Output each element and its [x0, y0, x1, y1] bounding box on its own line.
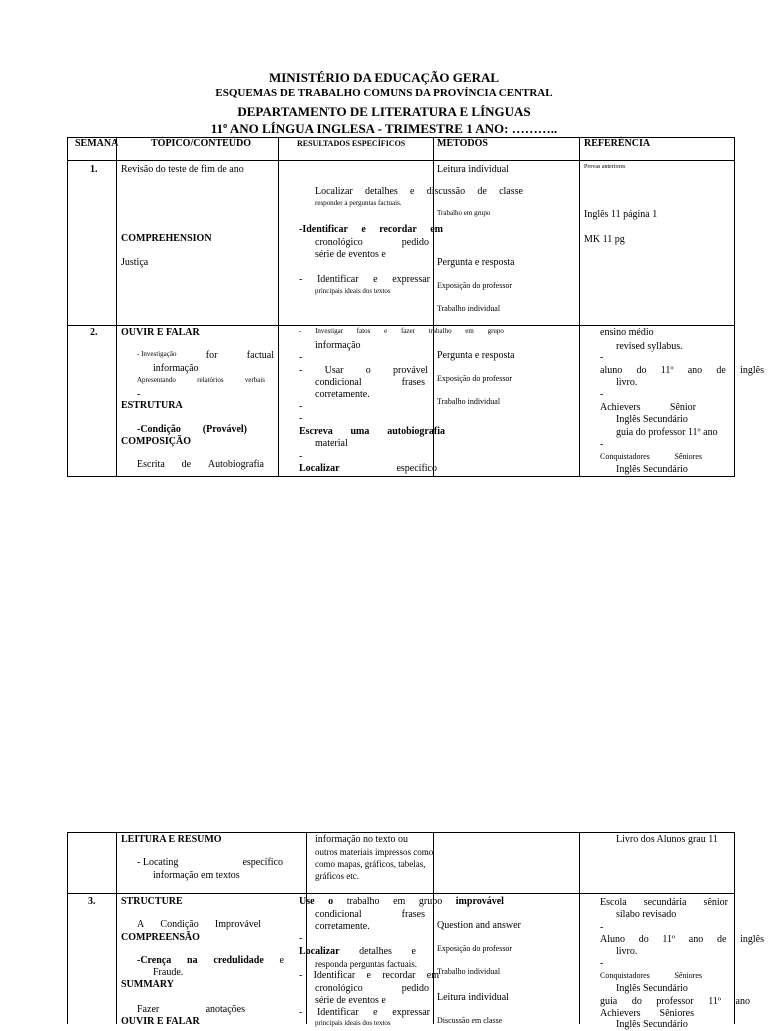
outcome-line: Localizar detalhes e discussão de classe — [315, 186, 523, 197]
reference-item: Conquistadores Sêniores — [600, 971, 702, 980]
topic-heading: ESTRUTURA — [121, 400, 183, 411]
topic-line: informação em textos — [153, 870, 240, 881]
outcome-line: responder a perguntas factuais. — [315, 199, 402, 207]
outcome-line: cronológico pedido — [315, 237, 429, 248]
topic-line: Escrita de Autobiografia — [137, 459, 264, 470]
reference-item: Inglês Secundário — [616, 464, 688, 475]
topic-text: Justiça — [121, 257, 149, 268]
outcome-line: corretamente. — [315, 389, 370, 400]
reference-item: - — [600, 439, 604, 450]
column-header-outcomes: RESULTADOS ESPECÍFICOS — [297, 139, 406, 148]
outcome-line: - — [299, 933, 303, 944]
topic-heading: SUMMARY — [121, 979, 174, 990]
outcome-line: série de eventos e — [315, 995, 386, 1006]
reference-item: MK 11 pg — [584, 234, 625, 245]
outcome-line: - — [299, 413, 303, 424]
method-item: Trabalho individual — [437, 397, 501, 406]
ministry-title: MINISTÉRIO DA EDUCAÇÃO GERAL — [268, 70, 500, 85]
topic-line: informação — [153, 363, 199, 374]
topic-line: -Condição (Provável) — [137, 424, 247, 435]
topic-line: Apresentando relatórios verbais — [137, 376, 265, 384]
week-number: 1. — [90, 164, 98, 175]
outcome-line: Escreva uma autobiografia — [299, 426, 445, 437]
topic-heading: LEITURA E RESUMO — [121, 834, 222, 845]
topic-heading: COMPOSIÇÃO — [121, 436, 191, 447]
method-item: Pergunta e resposta — [437, 350, 515, 361]
outcome-line: cronológico pedido — [315, 983, 429, 994]
outcome-line: Use o trabalho em grupo improvável — [299, 896, 504, 907]
reference-item: aluno do 11º ano de inglês — [600, 365, 764, 376]
topic-line: -Crença na credulidade e — [137, 955, 284, 966]
reference-item: sílabo revisado — [616, 909, 677, 920]
column-header-reference: REFERÊNCIA — [584, 138, 651, 149]
topic-line: A Condição Improvável — [137, 919, 261, 930]
outcome-line: - — [299, 451, 303, 462]
outcome-line: - — [299, 401, 303, 412]
topic-line: - — [137, 389, 141, 400]
method-item: Leitura individual — [437, 164, 509, 175]
reference-item: Conquistadores Sêniores — [600, 452, 702, 461]
department-title: DEPARTAMENTO DE LITERATURA E LÍNGUAS — [237, 104, 531, 119]
outcome-line: Localizar específico — [299, 463, 437, 474]
outcome-line: -Identificar e recordar em — [299, 224, 443, 235]
outcome-line: material — [315, 438, 348, 449]
outcome-line: condicional frases — [315, 909, 425, 920]
week-number: 2. — [90, 327, 98, 338]
reference-item: Provas anteriores — [584, 164, 626, 170]
outcome-line: informação no texto ou — [315, 834, 409, 845]
topic-line: Fraude. — [153, 967, 184, 978]
method-item: Discussão em classe — [437, 1016, 503, 1025]
topic-heading: COMPREHENSION — [121, 233, 212, 244]
outcome-line: - Identificar e expressar — [299, 274, 430, 285]
reference-item: Escola secundária sênior — [600, 897, 728, 908]
outcome-line: informação — [315, 340, 361, 351]
reference-item: guia do professor 11º ano — [616, 427, 718, 438]
topic-heading: COMPREENSÃO — [121, 932, 200, 943]
outcome-line: como mapas, gráficos, tabelas, — [315, 859, 426, 869]
method-item: Pergunta e resposta — [437, 257, 515, 268]
reference-item: Inglês Secundário — [616, 983, 688, 994]
method-item: Exposição do professor — [437, 374, 513, 383]
outcome-line: - Investigar fatos e fazer trabalho em grupo — [299, 327, 504, 335]
reference-item: ensino médio — [600, 327, 654, 338]
column-header-methods: MÉTODOS — [437, 138, 488, 149]
reference-item: Inglês Secundário — [616, 414, 688, 425]
topic-heading: STRUCTURE — [121, 896, 183, 907]
reference-item: Inglês Secundário — [616, 1019, 688, 1030]
reference-item: revised syllabus. — [616, 341, 683, 352]
outcome-line: Localizar detalhes e — [299, 946, 416, 957]
outcome-line: outros materiais impressos como — [315, 847, 434, 857]
outcome-line: série de eventos e — [315, 249, 386, 260]
method-item: Trabalho individual — [437, 304, 501, 313]
reference-item: Inglês 11 página 1 — [584, 209, 658, 220]
reference-item: - — [600, 958, 604, 969]
reference-item: Aluno do 11º ano de inglês — [600, 934, 764, 945]
method-item: Trabalho em grupo — [437, 209, 491, 217]
reference-item: livro. — [616, 946, 638, 957]
column-header-topic: TÓPICO/CONTEÚDO — [151, 138, 252, 149]
outcome-line: responda perguntas factuais. — [315, 959, 418, 969]
outcome-line: - — [299, 352, 303, 363]
grade-term-title: 11º ANO LÍNGUA INGLESA - TRIMESTRE 1 ANO: ……….. — [210, 121, 558, 136]
method-item: Leitura individual — [437, 992, 509, 1003]
outcome-line: principais ideais dos textos — [315, 1019, 391, 1027]
reference-item: - — [600, 352, 604, 363]
topic-line: - Investigação for factual — [137, 350, 274, 361]
outcome-line: corretamente. — [315, 921, 370, 932]
topic-line: - Locating específico — [137, 857, 283, 868]
method-item: Exposição do professor — [437, 281, 513, 290]
outcome-line: principais ideais dos textos — [315, 287, 391, 295]
reference-item: - — [600, 389, 604, 400]
reference-item: guia do professor 11º ano — [600, 996, 750, 1007]
outcome-line: - Identificar e expressar — [299, 1007, 430, 1018]
outcome-line: gráficos etc. — [315, 871, 359, 881]
outcome-line: - Identificar e recordar em — [299, 970, 439, 981]
week-number: 3. — [88, 896, 96, 907]
reference-item: Achievers Sêniores — [600, 1008, 694, 1019]
topic-heading: OUVIR E FALAR — [121, 327, 200, 338]
reference-item: Achievers Sênior — [600, 402, 696, 413]
method-item: Exposição do professor — [437, 944, 513, 953]
reference-item: - — [600, 922, 604, 933]
scheme-title: ESQUEMAS DE TRABALHO COMUNS DA PROVÍNCIA CENTRAL — [215, 87, 553, 99]
topic-text: Revisão do teste de fim de ano — [121, 164, 244, 175]
outcome-line: condicional frases — [315, 377, 425, 388]
reference-item: livro. — [616, 377, 638, 388]
topic-line: Fazer anotações — [137, 1004, 245, 1015]
outcome-line: - Usar o provável — [299, 365, 428, 376]
reference-item: Livro dos Alunos grau 11 — [616, 834, 718, 845]
column-header-week: SEMANA — [75, 138, 119, 149]
topic-heading: OUVIR E FALAR — [121, 1016, 200, 1027]
method-item: Question and answer — [437, 920, 521, 931]
method-item: Trabalho individual — [437, 967, 501, 976]
